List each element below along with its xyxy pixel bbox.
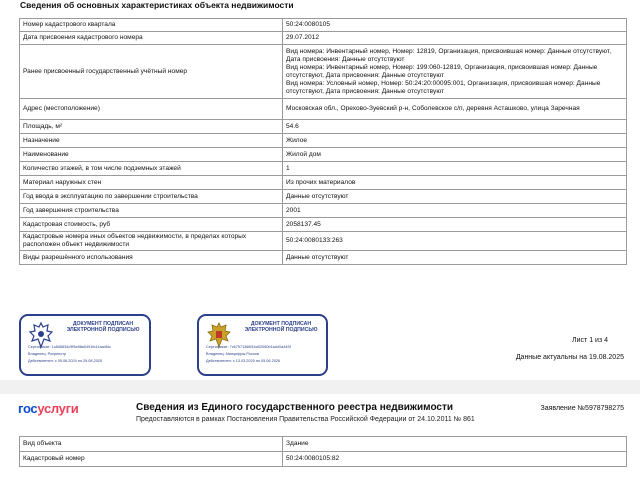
page-title: Сведения из Единого государственного реестра недвижимости [136, 402, 454, 413]
table-row [20, 218, 627, 232]
table-row [20, 190, 627, 204]
signature-valid: Действителен: с 13.03.2025 по 05.06.2026 [206, 359, 281, 363]
row-value: 1 [283, 162, 627, 176]
row-label: Наименование [20, 148, 283, 162]
row-label: Кадастровая стоимость, руб [20, 218, 283, 232]
row-label: Кадастровый номер [20, 452, 283, 467]
row-label: Ранее присвоенный государственный учётный номер [20, 45, 283, 99]
signature-valid: Действителен: с 05.06.2024 по 29.08.2025 [28, 359, 103, 363]
row-value: 2058137.45 [283, 218, 627, 232]
page-separator [0, 380, 640, 394]
object-table [19, 436, 627, 467]
relevance-date: Данные актуальны на 19.08.2025 [515, 354, 624, 361]
row-value: Вид номера: Инвентарный номер, Номер: 12819, Организация, присвоившая номер: Данные отсутствуют, Дата присвоения: Данные отсутствуют Вид номера: Инвентарный номер, Номер: 199:060-12819, Организация, присвоившая номер: Данные отсутствуют, Дата присвоения: Данные отсутствуют Вид номера: Условный номер, Номер: 50:24:20:00095:001, Организация, присвоившая номер: Данные отсутствуют, Дата присвоения: Данные отсутствуют [283, 45, 627, 99]
table-row [20, 120, 627, 134]
gosuslugi-logo [18, 401, 78, 416]
table-row [20, 45, 627, 99]
row-value: 29.07.2012 [283, 32, 627, 45]
characteristics-table [19, 18, 627, 265]
table-row [20, 251, 627, 265]
signature-owner: Владелец: Росреестр [28, 352, 67, 356]
signature-title: ДОКУМЕНТ ПОДПИСАН ЭЛЕКТРОННОЙ ПОДПИСЬЮ [66, 321, 140, 333]
row-label: Материал наружных стен [20, 176, 283, 190]
row-value: Данные отсутствуют [283, 190, 627, 204]
table-row [20, 148, 627, 162]
signature-cert: Сертификат: 7c67571368f1bd02080b1ad40a445f [206, 345, 291, 349]
row-value: 54.6 [283, 120, 627, 134]
document-page-2 [0, 394, 640, 480]
row-value: Московская обл., Орехово-Зуевский р-н, Соболевское с/п, деревня Асташково, улица Заречная [283, 99, 627, 120]
logo-part-gos: гос [18, 401, 38, 416]
table-row [20, 176, 627, 190]
table-row [20, 204, 627, 218]
table-row [20, 32, 627, 45]
table-row [20, 437, 627, 452]
signature-stamp-mintsifry [197, 314, 328, 376]
table-row [20, 232, 627, 251]
table-row [20, 452, 627, 467]
signature-cert: Сертификат: 1c8d5834c9f5e88a0491fc41aa4f4c [28, 345, 111, 349]
row-value: 50:24:0080105 [283, 19, 627, 32]
row-label: Год завершения строительства [20, 204, 283, 218]
row-value: Данные отсутствуют [283, 251, 627, 265]
row-label: Кадастровые номера иных объектов недвижимости, в пределах которых расположен объект недвижимости [20, 232, 283, 251]
row-label: Год ввода в эксплуатацию по завершении строительства [20, 190, 283, 204]
row-value: Жилое [283, 134, 627, 148]
row-label: Назначение [20, 134, 283, 148]
sheet-number: Лист 1 из 4 [572, 337, 608, 344]
row-label: Площадь, м² [20, 120, 283, 134]
row-label: Дата присвоения кадастрового номера [20, 32, 283, 45]
row-value: Из прочих материалов [283, 176, 627, 190]
application-number: Заявление №5978798275 [540, 405, 624, 412]
signature-owner: Владелец: Минцифры России [206, 352, 259, 356]
row-label: Номер кадастрового квартала [20, 19, 283, 32]
logo-part-uslugi: услуги [37, 401, 79, 416]
row-label: Количество этажей, в том числе подземных этажей [20, 162, 283, 176]
page-subtitle: Предоставляются в рамках Постановления Правительства Российской Федерации от 24.10.2011 № 861 [136, 416, 475, 423]
row-value: Жилой дом [283, 148, 627, 162]
signature-title: ДОКУМЕНТ ПОДПИСАН ЭЛЕКТРОННОЙ ПОДПИСЬЮ [244, 321, 318, 333]
row-label: Адрес (местоположение) [20, 99, 283, 120]
row-value: 50:24:0080133:263 [283, 232, 627, 251]
section-title: Сведения об основных характеристиках объекта недвижимости [20, 0, 294, 10]
table-row [20, 162, 627, 176]
table-row [20, 19, 627, 32]
row-value: 2001 [283, 204, 627, 218]
table-row [20, 99, 627, 120]
row-value: Здание [283, 437, 627, 452]
row-value: 50:24:0080105:82 [283, 452, 627, 467]
signature-stamp-rosreestr [19, 314, 151, 376]
row-label: Виды разрешённого использования [20, 251, 283, 265]
row-label: Вид объекта [20, 437, 283, 452]
table-row [20, 134, 627, 148]
